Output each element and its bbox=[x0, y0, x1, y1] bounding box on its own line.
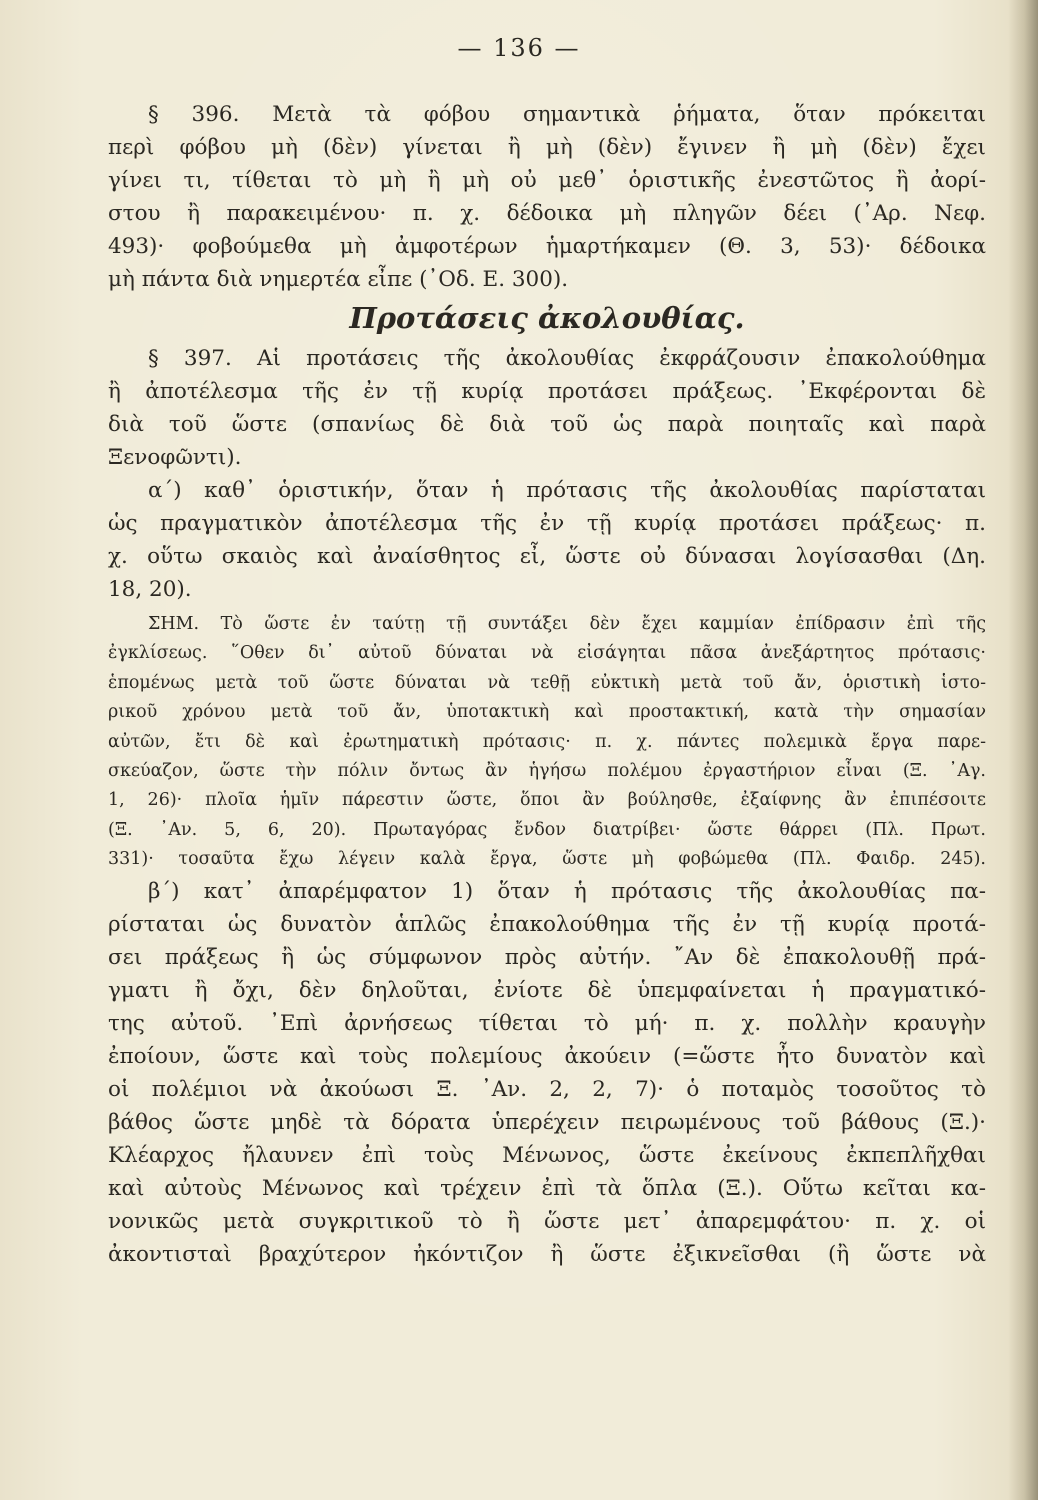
text-line: περὶ φόβου μὴ (δὲν) γίνεται ἢ μὴ (δὲν) ἔγινεν ἢ μὴ (δὲν) ἔχει bbox=[108, 135, 986, 160]
text-line: β΄) κατ᾽ ἀπαρέμφατον 1) ὅταν ἡ πρότασις τῆς ἀκολουθίας πα- bbox=[148, 878, 986, 904]
text-line: ἐποίουν, ὥστε καὶ τοὺς πολεμίους ἀκούειν (=ὥστε ἦτο δυνατὸν καὶ bbox=[108, 1043, 986, 1069]
text-line: ἢ ἀποτέλεσμα τῆς ἐν τῇ κυρίᾳ προτάσει πράξεως. ᾽Εκφέρονται δὲ bbox=[108, 379, 986, 404]
section-heading: Προτάσεις ἀκολουθίας. bbox=[349, 301, 745, 335]
note-line: ἐγκλίσεως. ῞Οθεν δι᾽ αὐτοῦ δύναται νὰ εἰσάγηται πᾶσα ἀνεξάρτητος πρότασις· bbox=[108, 643, 986, 664]
text-line: βάθος ὥστε μηδὲ τὰ δόρατα ὑπερέχειν πειρωμένους τοῦ βάθους (Ξ.)· bbox=[108, 1109, 986, 1135]
paragraph-section-396 bbox=[108, 98, 986, 296]
text-line: ὡς πραγματικὸν ἀποτέλεσμα τῆς ἐν τῇ κυρίᾳ προτάσει πράξεως· π. bbox=[108, 511, 986, 536]
note-line: αὐτῶν, ἔτι δὲ καὶ ἐρωτηματικὴ πρότασις· π. χ. πάντες πολεμικὰ ἔργα παρε- bbox=[108, 731, 986, 752]
text-line: διὰ τοῦ ὥστε (σπανίως δὲ διὰ τοῦ ὡς παρὰ ποιηταῖς καὶ παρὰ bbox=[108, 412, 986, 437]
page-text-body bbox=[108, 98, 986, 1271]
text-line: μὴ πάντα διὰ νημερτέα εἶπε (᾽Οδ. Ε. 300). bbox=[108, 267, 569, 292]
paragraph-beta bbox=[108, 875, 986, 1271]
note-line: ἑπομένως μετὰ τοῦ ὥστε δύναται νὰ τεθῇ εὐκτικὴ μετὰ τοῦ ἄν, ὁριστικὴ ἱστο- bbox=[108, 672, 986, 693]
text-line: α΄) καθ᾽ ὁριστικήν, ὅταν ἡ πρότασις τῆς ἀκολουθίας παρίσταται bbox=[148, 478, 986, 503]
note-line: ΣΗΜ. Τὸ ὥστε ἐν ταύτῃ τῇ συντάξει δὲν ἔχει καμμίαν ἐπίδρασιν ἐπὶ τῆς bbox=[148, 614, 986, 634]
text-line: ἀκοντισταὶ βραχύτερον ἠκόντιζον ἢ ὥστε ἐξικνεῖσθαι (ἢ ὥστε νὰ bbox=[108, 1241, 986, 1267]
note-paragraph bbox=[108, 610, 986, 875]
text-line: § 397. Αἱ προτάσεις τῆς ἀκολουθίας ἐκφράζουσιν ἐπακολούθημα bbox=[148, 346, 986, 371]
text-line: χ. οὕτω σκαιὸς καὶ ἀναίσθητος εἶ, ὥστε οὐ δύνασαι λογίσασθαι (Δη. bbox=[108, 544, 986, 569]
page-edge-shadow bbox=[1008, 0, 1038, 1500]
text-line: 493)· φοβούμεθα μὴ ἀμφοτέρων ἡμαρτήκαμεν (Θ. 3, 53)· δέδοικα bbox=[108, 234, 986, 259]
note-line: (Ξ. ᾽Αν. 5, 6, 20). Πρωταγόρας ἔνδον διατρίβει· ὥστε θάρρει (Πλ. Πρωτ. bbox=[108, 819, 986, 840]
note-line: σκεύαζον, ὥστε τὴν πόλιν ὄντως ἂν ἡγήσω πολέμου ἐργαστήριον εἶναι (Ξ. ᾽Αγ. bbox=[108, 760, 986, 781]
page-number: — 136 — bbox=[457, 34, 581, 62]
text-line: νονικῶς μετὰ συγκριτικοῦ τὸ ἢ ὥστε μετ᾽ ἀπαρεμφάτου· π. χ. οἱ bbox=[108, 1208, 986, 1234]
text-line: 18, 20). bbox=[108, 577, 192, 602]
text-line: γίνει τι, τίθεται τὸ μὴ ἢ μὴ οὐ μεθ᾽ ὁριστικῆς ἐνεστῶτος ἢ ἀορί- bbox=[108, 168, 986, 193]
paragraph-section-397 bbox=[108, 342, 986, 474]
note-line: 1, 26)· πλοῖα ἡμῖν πάρεστιν ὥστε, ὅποι ἂν βούλησθε, ἐξαίφνης ἂν ἐπιπέσοιτε bbox=[108, 790, 986, 811]
text-line: οἱ πολέμιοι νὰ ἀκούωσι Ξ. ᾽Αν. 2, 2, 7)· ὁ ποταμὸς τοσοῦτος τὸ bbox=[108, 1076, 986, 1102]
text-line: της αὐτοῦ. ᾽Επὶ ἀρνήσεως τίθεται τὸ μή· π. χ. πολλὴν κραυγὴν bbox=[108, 1010, 986, 1036]
note-line: ρικοῦ χρόνου μετὰ τοῦ ἄν, ὑποτακτικὴ καὶ προστακτική, κατὰ τὴν σημασίαν bbox=[108, 702, 986, 723]
text-line: § 396. Μετὰ τὰ φόβου σημαντικὰ ῥήματα, ὅταν πρόκειται bbox=[148, 102, 986, 127]
text-line: ρίσταται ὡς δυνατὸν ἁπλῶς ἐπακολούθημα τῆς ἐν τῇ κυρίᾳ προτά- bbox=[108, 911, 986, 937]
text-line: γματι ἢ ὄχι, δὲν δηλοῦται, ἐνίοτε δὲ ὑπεμφαίνεται ἡ πραγματικό- bbox=[108, 977, 986, 1003]
paragraph-alpha bbox=[108, 474, 986, 606]
note-line: 331)· τοσαῦτα ἔχω λέγειν καλὰ ἔργα, ὥστε μὴ φοβώμεθα (Πλ. Φαιδρ. 245). bbox=[108, 849, 986, 870]
text-line: Ξενοφῶντι). bbox=[108, 445, 242, 470]
text-line: Κλέαρχος ἤλαυνεν ἐπὶ τοὺς Μένωνος, ὥστε ἐκείνους ἐκπεπλῆχθαι bbox=[108, 1142, 986, 1168]
text-line: στου ἢ παρακειμένου· π. χ. δέδοικα μὴ πληγῶν δέει (᾽Αρ. Νεφ. bbox=[108, 201, 986, 226]
text-line: σει πράξεως ἢ ὡς σύμφωνον πρὸς αὐτήν. ῎Αν δὲ ἐπακολουθῇ πρά- bbox=[108, 944, 986, 970]
text-line: καὶ αὐτοὺς Μένωνος καὶ τρέχειν ἐπὶ τὰ ὅπλα (Ξ.). Οὕτω κεῖται κα- bbox=[108, 1175, 986, 1201]
